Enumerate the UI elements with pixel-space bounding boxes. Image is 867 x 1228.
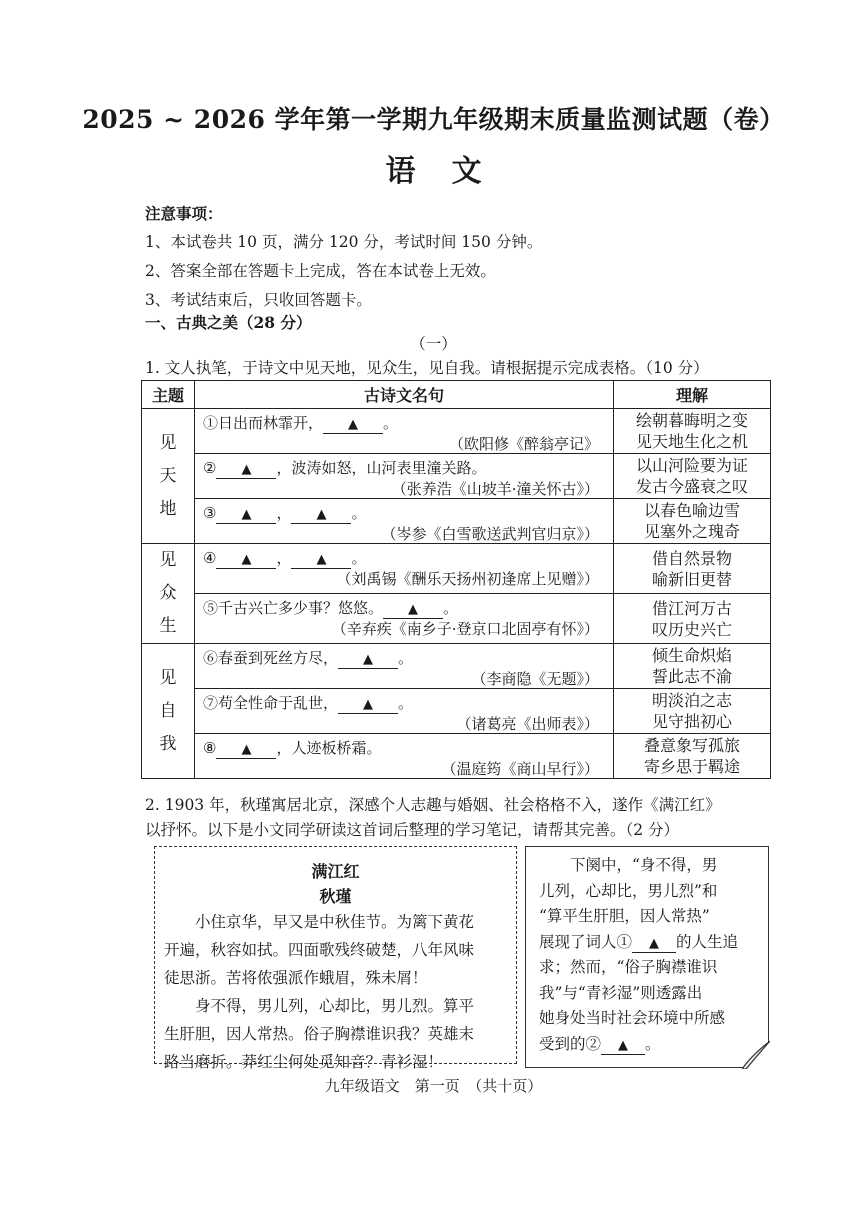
- poem-source: （张养浩《山坡羊·潼关怀古》）: [391, 480, 599, 498]
- poem-source: （温庭筠《商山早行》）: [441, 760, 599, 778]
- poem-cell: [195, 409, 614, 454]
- poem-line: ④ ▲ ， ▲ 。: [203, 549, 367, 567]
- triangle-icon: ▲: [363, 652, 374, 667]
- triangle-icon: ▲: [241, 462, 252, 477]
- poem-title: 满江红: [311, 862, 360, 881]
- understanding-line: 喻新旧更替: [651, 569, 732, 589]
- poem-source: （刘禹锡《酬乐天扬州初逢席上见赠》）: [336, 570, 599, 588]
- poem-cell: [195, 499, 614, 544]
- table-row: [142, 689, 771, 734]
- triangle-icon: ▲: [348, 417, 359, 432]
- understanding-line: 借江河万古: [651, 598, 732, 618]
- poem-source: （李商隐《无题》）: [471, 670, 599, 688]
- note-text-line: 她身处当时社会环境中所感: [539, 1009, 726, 1027]
- understanding-cell: [614, 644, 771, 689]
- poem-source: （岑参《白雪歌送武判官归京》）: [381, 525, 599, 543]
- answer-blank[interactable]: [383, 600, 443, 619]
- poem-cell: [195, 734, 614, 779]
- poem-body: [155, 908, 516, 1076]
- answer-blank[interactable]: [338, 695, 398, 714]
- poem-line: ⑥春蚕到死丝方尽， ▲ 。: [203, 649, 414, 667]
- answer-blank[interactable]: [216, 460, 276, 479]
- poem-text-line: 生肝胆，因人常热。俗子胸襟谁识我？英雄末: [164, 1025, 475, 1043]
- answer-blank[interactable]: [632, 934, 676, 953]
- poem-source: （欧阳修《醉翁亭记》: [448, 435, 599, 453]
- poem-source: （辛弃疾《南乡子·登京口北固亭有怀》）: [331, 620, 599, 638]
- subject-title: 语文: [385, 154, 518, 189]
- theme-char: 见: [159, 432, 177, 453]
- theme-char: 地: [159, 498, 177, 519]
- triangle-icon: ▲: [649, 935, 660, 951]
- theme-char: 见: [159, 667, 177, 688]
- note-text-line: 我”与“青衫湿”则透露出: [539, 983, 703, 1002]
- triangle-icon: ▲: [618, 1037, 629, 1053]
- page-footer: 九年级语文 第一页 （共十页）: [324, 1077, 543, 1095]
- table-row: [142, 734, 771, 779]
- question-2-line2: 以抒怀。以下是小文同学研读这首词后整理的学习笔记，请帮其完善。（2 分）: [145, 821, 680, 839]
- understanding-line: 见塞外之瑰奇: [643, 522, 740, 541]
- poem-line: ⑦苟全性命于乱世， ▲ 。: [203, 694, 414, 712]
- poem-cell: [195, 594, 614, 644]
- triangle-icon: ▲: [241, 552, 252, 567]
- understanding-cell: [614, 544, 771, 594]
- answer-blank[interactable]: [216, 505, 276, 524]
- note-text-line: “算平生肝胆，因人常热”: [539, 907, 710, 925]
- understanding-line: 誓此志不渝: [651, 667, 732, 686]
- notice-heading: 注意事项：: [145, 204, 223, 223]
- note-text-line: 儿列，心却比，男儿烈”和: [539, 881, 718, 900]
- understanding-cell: [614, 689, 771, 734]
- understanding-line: 以山河险要为证: [635, 456, 748, 475]
- triangle-icon: ▲: [241, 507, 252, 522]
- answer-blank[interactable]: [601, 1036, 645, 1055]
- exam-title: 2025 ~ 2026 学年第一学期九年级期末质量监测试题（卷）: [82, 105, 785, 134]
- understanding-line: 叹历史兴亡: [651, 619, 732, 639]
- answer-blank[interactable]: [323, 415, 383, 434]
- column-header: 古诗文名句: [195, 381, 614, 409]
- theme-cell: [142, 544, 195, 644]
- notice-item: 2、答案全部在答题卡上完成，答在本试卷上无效。: [145, 262, 496, 280]
- study-note-body: [526, 847, 768, 1057]
- note-text-line: 展现了词人① ▲ 的人生追: [539, 932, 739, 951]
- question-2-line1: 2. 1903 年，秋瑾寓居北京，深感个人志趣与婚姻、社会格格不入，遂作《满江红》: [145, 796, 721, 814]
- table-row: [142, 644, 771, 689]
- poem-cell: [195, 544, 614, 594]
- theme-cell: [142, 644, 195, 779]
- poem-cell: [195, 689, 614, 734]
- understanding-line: 发古今盛衰之叹: [635, 477, 748, 496]
- poem-text-line: 小住京华，早又是中秋佳节。为篱下黄花: [164, 913, 475, 931]
- understanding-cell: [614, 594, 771, 644]
- part-label: （一）: [410, 335, 457, 353]
- poem-source: （诸葛亮《出师表》）: [456, 715, 599, 733]
- answer-blank[interactable]: [291, 505, 351, 524]
- poem-text-line: 路当磨折。莽红尘何处觅知音？青衫湿！: [164, 1053, 444, 1071]
- triangle-icon: ▲: [363, 697, 374, 712]
- theme-char: 生: [159, 616, 177, 636]
- poetry-table: [141, 380, 771, 779]
- answer-blank[interactable]: [338, 650, 398, 669]
- table-row: [142, 499, 771, 544]
- notice-item: 1、本试卷共 10 页，满分 120 分，考试时间 150 分钟。: [145, 233, 543, 251]
- study-note-box: [525, 846, 769, 1068]
- theme-cell: [142, 409, 195, 544]
- theme-char: 见: [159, 550, 177, 570]
- question-1: 1. 文人执笔，于诗文中见天地，见众生，见自我。请根据提示完成表格。（10 分）: [145, 359, 709, 377]
- column-header: 理解: [614, 381, 771, 409]
- poem-text-line: 徒思浙。苦将侬强派作蛾眉，殊未屑！: [164, 969, 428, 987]
- table-row: [142, 544, 771, 594]
- poem-cell: [195, 644, 614, 689]
- understanding-line: 借自然景物: [651, 548, 732, 568]
- understanding-cell: [614, 454, 771, 499]
- answer-blank[interactable]: [216, 550, 276, 569]
- table-header-row: [142, 381, 771, 409]
- triangle-icon: ▲: [241, 742, 252, 757]
- triangle-icon: ▲: [316, 507, 327, 522]
- table-row: [142, 594, 771, 644]
- answer-blank[interactable]: [291, 550, 351, 569]
- note-text-line: 受到的② ▲ 。: [539, 1034, 661, 1053]
- note-text-line: 求；然而，“俗子胸襟谁识: [539, 958, 718, 976]
- page-curl-icon: [742, 1041, 770, 1069]
- theme-char: 众: [159, 583, 177, 603]
- answer-blank[interactable]: [216, 740, 276, 759]
- triangle-icon: ▲: [408, 602, 419, 617]
- poem-text-line: 身不得，男儿列，心却比，男儿烈。算平: [164, 997, 475, 1015]
- table-row: [142, 409, 771, 454]
- understanding-cell: [614, 734, 771, 779]
- column-header: 主题: [142, 381, 195, 409]
- understanding-line: 叠意象写孤旅: [643, 736, 740, 755]
- understanding-line: 倾生命炽焰: [651, 646, 732, 665]
- understanding-line: 寄乡思于羁途: [643, 757, 740, 776]
- notice-item: 3、考试结束后，只收回答题卡。: [145, 291, 372, 309]
- section-heading: 一、古典之美（28 分）: [145, 313, 312, 332]
- understanding-line: 见守拙初心: [651, 712, 732, 731]
- understanding-line: 见天地生化之机: [635, 432, 748, 451]
- poem-line: ⑤千古兴亡多少事？悠悠。 ▲ 。: [203, 599, 459, 617]
- note-text-line: 下阕中，“身不得，男: [539, 856, 718, 874]
- understanding-line: 明淡泊之志: [651, 691, 732, 710]
- poem-text-line: 开遍，秋容如拭。四面歌残终破楚，八年风味: [164, 941, 475, 959]
- theme-char: 天: [159, 465, 177, 486]
- table-row: [142, 454, 771, 499]
- understanding-cell: [614, 499, 771, 544]
- poem-line: ①日出而林霏开， ▲ 。: [203, 414, 399, 432]
- poem-author: 秋瑾: [319, 887, 352, 906]
- understanding-line: 以春色喻边雪: [643, 501, 740, 520]
- poem-cell: [195, 454, 614, 499]
- theme-char: 自: [159, 700, 177, 721]
- understanding-line: 绘朝暮晦明之变: [635, 411, 748, 430]
- understanding-cell: [614, 409, 771, 454]
- theme-char: 我: [159, 733, 177, 754]
- poem-line: ③ ▲ ， ▲ 。: [203, 504, 367, 522]
- poem-box: [154, 846, 517, 1071]
- poem-line: ⑧ ▲ ，人迹板桥霜。: [203, 739, 382, 757]
- poem-line: ② ▲ ，波涛如怒，山河表里潼关路。: [203, 459, 487, 477]
- triangle-icon: ▲: [316, 552, 327, 567]
